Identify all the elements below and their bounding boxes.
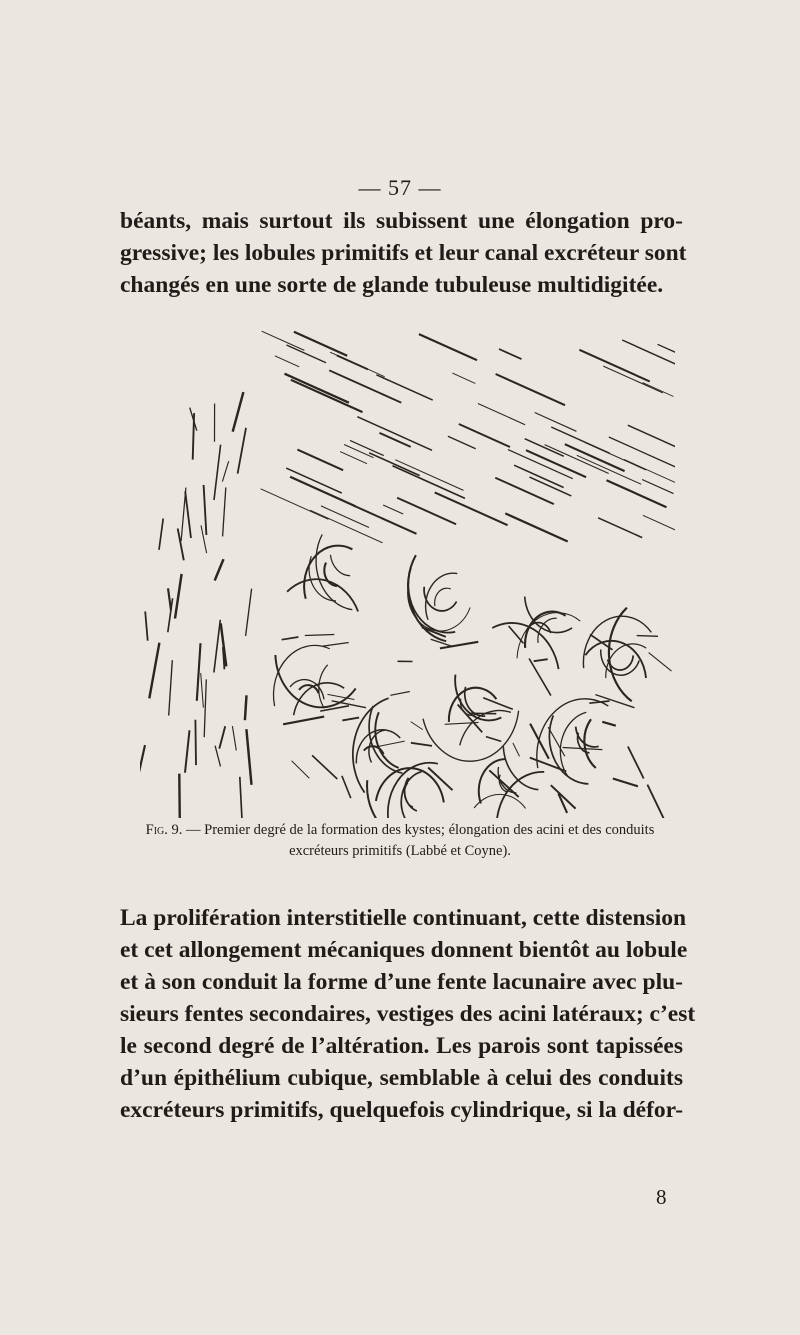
engraving-stroke <box>185 491 191 538</box>
text-line: changés en une sorte de glande tubuleuse multidigitée. <box>120 272 664 298</box>
engraving-stroke <box>495 478 554 504</box>
engraving-stroke <box>624 459 675 492</box>
caption-text: — Premier degré de la formation des kystes; élongation des acini et des conduits <box>186 822 655 838</box>
engraving-stroke <box>330 352 385 377</box>
text-line: gressive; les lobules primitifs et leur canal excréteur sont <box>120 240 687 266</box>
engraving-stroke <box>342 718 359 721</box>
engraving-illustration <box>140 325 675 818</box>
engraving-stroke <box>393 466 466 499</box>
caption-text: excréteurs primitifs (Labbé et Coyne). <box>289 843 511 859</box>
engraving-stroke <box>287 579 358 611</box>
engraving-stroke <box>145 611 148 640</box>
engraving-stroke <box>589 701 609 703</box>
engraving-stroke <box>459 424 510 447</box>
engraving-stroke <box>204 485 207 535</box>
engraving-stroke <box>637 636 658 637</box>
paragraph-top <box>120 205 687 301</box>
engraving-stroke <box>390 692 410 696</box>
page-number: — 57 — <box>358 175 442 200</box>
engraving-stroke <box>285 374 349 403</box>
text-line: le second degré de l’altération. Les parois sont tapissées <box>120 1033 683 1059</box>
engraving-stroke <box>291 380 363 412</box>
engraving-stroke <box>509 626 524 643</box>
engraving-stroke <box>204 679 206 737</box>
engraving-stroke <box>350 440 384 455</box>
engraving-stroke <box>525 439 564 457</box>
engraving-stroke <box>628 425 675 454</box>
engraving-stroke <box>222 461 228 481</box>
engraving-stroke <box>607 480 667 507</box>
engraving-stroke <box>319 665 328 708</box>
engraving-stroke <box>168 588 171 610</box>
signature-mark: 8 <box>656 1185 667 1209</box>
text-line: La prolifération interstitielle continuant, cette distension <box>120 905 687 931</box>
engraving-stroke <box>275 356 299 367</box>
engraving-stroke <box>603 366 663 393</box>
engraving-stroke <box>286 468 342 493</box>
engraving-stroke <box>514 465 564 487</box>
engraving-stroke <box>496 374 565 405</box>
engraving-stroke <box>526 450 586 477</box>
engraving-stroke <box>330 555 350 576</box>
histology-figure <box>140 325 675 818</box>
engraving-stroke <box>435 588 451 606</box>
engraving-stroke <box>175 574 182 619</box>
engraving-stroke <box>369 706 402 773</box>
engraving-stroke <box>290 477 355 506</box>
figure-label: Fig. 9. <box>145 822 183 838</box>
engraving-stroke <box>529 659 551 696</box>
text-line: et cet allongement mécaniques donnent bientôt au lobule <box>120 937 688 963</box>
engraving-stroke <box>411 722 423 730</box>
engraving-stroke <box>530 724 549 759</box>
engraving-stroke <box>275 655 355 707</box>
engraving-stroke <box>613 779 638 787</box>
engraving-stroke <box>246 589 252 636</box>
engraving-stroke <box>598 518 642 538</box>
engraving-stroke <box>478 404 525 425</box>
engraving-stroke <box>292 761 310 779</box>
engraving-stroke <box>649 653 672 672</box>
engraving-stroke <box>513 743 520 756</box>
text-line: et à son conduit la forme d’une fente lacunaire avec plu- <box>120 969 683 995</box>
engraving-stroke <box>397 498 456 525</box>
engraving-stroke <box>195 720 196 765</box>
engraving-stroke <box>440 642 478 649</box>
engraving-stroke <box>602 722 616 726</box>
engraving-stroke <box>448 436 476 449</box>
engraving-stroke <box>215 559 224 580</box>
engraving-stroke <box>486 737 501 742</box>
engraving-stroke <box>214 445 221 500</box>
engraving-stroke <box>297 450 343 471</box>
engraving-stroke <box>551 427 610 453</box>
engraving-stroke <box>197 643 201 701</box>
engraving-stroke <box>214 620 220 673</box>
engraving-stroke <box>408 568 455 633</box>
engraving-stroke <box>232 726 236 750</box>
engraving-stroke <box>534 659 548 661</box>
engraving-stroke <box>159 519 163 550</box>
engraving-stroke <box>287 345 327 363</box>
engraving-stroke <box>323 643 349 647</box>
engraving-stroke <box>179 774 180 818</box>
engraving-stroke <box>282 637 299 640</box>
engraving-stroke <box>499 349 522 359</box>
engraving-stroke <box>342 776 351 798</box>
engraving-stroke <box>508 450 573 479</box>
engraving-stroke <box>622 340 675 366</box>
paragraph-bottom <box>120 902 696 1126</box>
engraving-stroke <box>305 635 335 636</box>
engraving-stroke <box>643 383 674 397</box>
engraving-stroke <box>219 726 225 748</box>
engraving-stroke <box>246 729 251 785</box>
engraving-stroke <box>530 477 572 496</box>
engraving-stroke <box>377 741 404 747</box>
engraving-stroke <box>380 433 411 447</box>
engraving-stroke <box>577 455 641 484</box>
engraving-stroke <box>411 743 432 746</box>
engraving-stroke <box>233 392 244 432</box>
engraving-stroke <box>312 755 337 779</box>
engraving-stroke <box>585 641 646 678</box>
figure-caption <box>115 820 685 862</box>
engraving-stroke <box>140 745 145 777</box>
engraving-stroke <box>357 417 432 451</box>
engraving-stroke <box>245 695 247 720</box>
engraving-stroke <box>185 730 190 772</box>
text-line: d’un épithélium cubique, semblable à celui des conduits <box>120 1065 683 1091</box>
engraving-stroke <box>642 480 673 494</box>
engraving-stroke <box>647 785 664 818</box>
engraving-stroke <box>505 513 567 541</box>
engraving-stroke <box>383 505 403 514</box>
text-line: excréteurs primitifs, quelquefois cylindrique, si la défor- <box>120 1097 684 1123</box>
engraving-stroke <box>452 373 475 383</box>
engraving-stroke <box>395 460 463 491</box>
engraving-stroke <box>375 712 398 768</box>
engraving-stroke <box>560 712 586 776</box>
engraving-stroke <box>628 747 644 779</box>
engraving-stroke <box>169 660 173 715</box>
engraving-stroke <box>503 746 538 789</box>
engraving-stroke <box>643 515 675 533</box>
engraving-stroke <box>483 698 513 710</box>
engraving-stroke <box>261 489 329 520</box>
engraving-stroke <box>215 746 220 767</box>
engraving-stroke <box>354 506 417 534</box>
engraving-stroke <box>419 334 477 360</box>
text-line: sieurs fentes secondaires, vestiges des acini latéraux; c’est <box>120 1001 696 1027</box>
engraving-stroke <box>283 717 324 725</box>
engraving-stroke <box>238 428 246 474</box>
engraving-stroke <box>240 777 243 818</box>
engraving-stroke <box>223 487 226 536</box>
engraving-stroke <box>201 673 204 708</box>
engraving-stroke <box>369 453 420 476</box>
engraving-stroke <box>426 573 458 619</box>
text-line: béants, mais surtout ils subissent une élongation pro- <box>120 208 683 234</box>
engraving-stroke <box>579 350 649 382</box>
engraving-stroke <box>149 643 159 699</box>
engraving-stroke <box>178 529 184 561</box>
